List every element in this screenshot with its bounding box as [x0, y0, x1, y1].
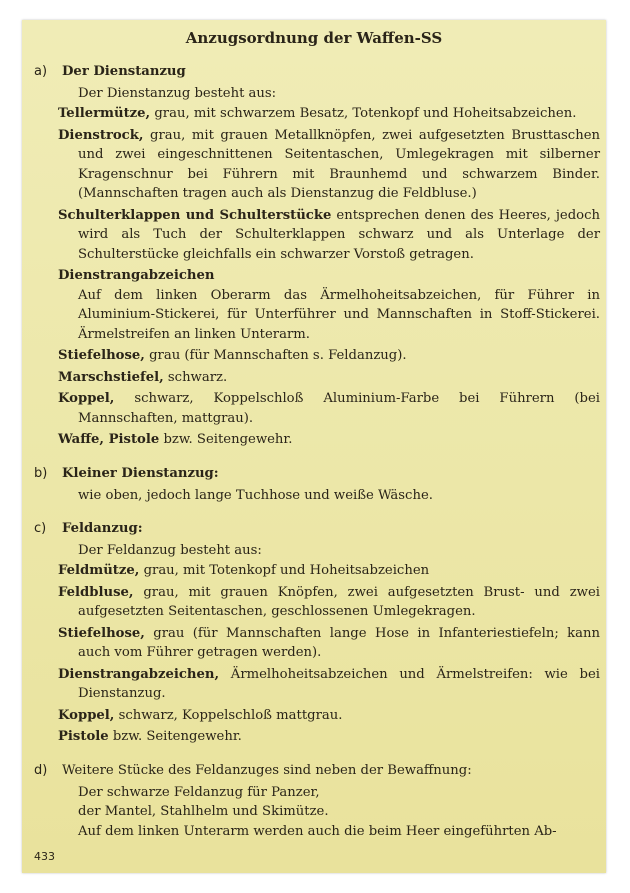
page-number: 433: [34, 850, 55, 863]
item-term: Feldbluse,: [58, 584, 134, 600]
item-waffe: [34, 430, 600, 450]
item-term: Koppel,: [58, 391, 115, 406]
item-koppel-feld: [34, 706, 600, 726]
section-heading: [34, 763, 600, 783]
item-dienstrangabzeichen-term: Dienstrangabzeichen: [58, 268, 215, 283]
section-letter: d): [34, 762, 48, 778]
item-dienstrangabzeichen-text: Auf dem linken Oberarm das Ärmelhoheitsabzeichen, für Führer in Aluminium-Stickerei, für Unterführer und Mannschaften in Stoff-Stickerei. Ärmelstreifen an linken Unterarm.: [78, 287, 600, 342]
item-term: Schulterklappen und Schulterstücke: [58, 207, 332, 223]
item-text: grau, mit schwarzem Besatz, Totenkopf und Hoheitsabzeichen.: [150, 106, 577, 121]
item-text: bzw. Seitengewehr.: [108, 729, 242, 744]
section-heading: [34, 521, 600, 541]
item-text: grau (für Mannschaften s. Feldanzug).: [144, 348, 407, 363]
item-term: Dienstrock,: [58, 127, 144, 143]
page-title: Anzugsordnung der Waffen-SS: [185, 29, 443, 47]
item-term: Dienstrangabzeichen,: [58, 666, 220, 682]
section-letter: a): [34, 64, 48, 79]
section-a: [34, 64, 600, 450]
section-letter: b): [34, 465, 48, 481]
item-dienstrock: [34, 126, 600, 204]
item-dienstrangabzeichen-feld: [34, 665, 600, 704]
section-line: Auf dem linken Unterarm werden auch die beim Heer eingeführten Ab-: [78, 823, 557, 839]
item-term: Pistole: [58, 729, 109, 744]
item-text: grau, mit grauen Metallknöpfen, zwei aufgesetzten Brusttaschen und zwei eingeschnittenen Seitentaschen, Umlegekragen mit silberner Kragenschnur bei Führern mit Braunhemd und schwarzem Binder. (Mannschaften tragen auch als Dienstanzug die Feldbluse.): [78, 127, 600, 201]
section-d: [34, 763, 600, 842]
item-pistole: [34, 727, 600, 747]
section-title: Weitere Stücke des Feldanzuges sind neben der Bewaffnung:: [62, 762, 472, 778]
section-heading: [34, 466, 600, 486]
section-title: Der Dienstanzug: [62, 64, 186, 79]
item-tellermuetze: [34, 104, 600, 124]
section-line: der Mantel, Stahlhelm und Skimütze.: [78, 804, 329, 819]
item-text: entsprechen denen des Heeres, jedoch wird als Tuch der Schulterklappen schwarz und als Unterlage der Schulterstücke gleichfalls ein schwarzer Vorstoß getragen.: [78, 207, 600, 262]
item-text: Ärmelhoheitsabzeichen und Ärmelstreifen: wie bei Dienstanzug.: [78, 666, 600, 701]
item-text: schwarz.: [163, 369, 228, 385]
item-stiefelhose-feld: [34, 624, 600, 663]
item-text: grau, mit grauen Knöpfen, zwei aufgesetzten Brust- und zwei aufgesetzten Seitentaschen, geschlossenen Umlegekragen.: [78, 584, 600, 619]
section-title: Kleiner Dienstanzug:: [62, 465, 219, 481]
section-title: Feldanzug:: [62, 521, 143, 536]
document-page: [22, 20, 606, 873]
item-term: Feldmütze,: [58, 563, 140, 578]
item-text: schwarz, Koppelschloß mattgrau.: [114, 707, 343, 723]
section-b: [34, 466, 600, 506]
item-text: grau (für Mannschaften lange Hose in Infanteriestiefeln; kann auch vom Führer getragen werden).: [78, 625, 600, 660]
section-heading: [34, 64, 600, 84]
item-stiefelhose: [34, 346, 600, 366]
section-letter: c): [34, 521, 47, 536]
item-marschstiefel: [34, 368, 600, 388]
item-term: Stiefelhose,: [58, 625, 145, 641]
item-text: bzw. Seitengewehr.: [159, 432, 293, 447]
item-term: Stiefelhose,: [58, 348, 145, 363]
item-term: Tellermütze,: [58, 106, 151, 121]
item-koppel: [34, 389, 600, 428]
item-text: schwarz, Koppelschloß Aluminium-Farbe bei Führern (bei Mannschaften, mattgrau).: [78, 391, 600, 426]
item-term: Koppel,: [58, 707, 115, 723]
document-body: [34, 64, 600, 857]
section-line: Der schwarze Feldanzug für Panzer,: [78, 784, 320, 800]
item-feldbluse: [34, 583, 600, 622]
item-text: grau, mit Totenkopf und Hoheitsabzeichen: [139, 563, 430, 578]
section-line: wie oben, jedoch lange Tuchhose und weiße Wäsche.: [78, 487, 433, 503]
item-schulterklappen: [34, 206, 600, 265]
item-term: Marschstiefel,: [58, 369, 164, 385]
section-intro: Der Feldanzug besteht aus:: [78, 543, 262, 558]
section-c: [34, 521, 600, 747]
item-term: Waffe, Pistole: [58, 432, 160, 447]
section-intro: Der Dienstanzug besteht aus:: [78, 86, 277, 101]
item-feldmuetze: [34, 561, 600, 581]
